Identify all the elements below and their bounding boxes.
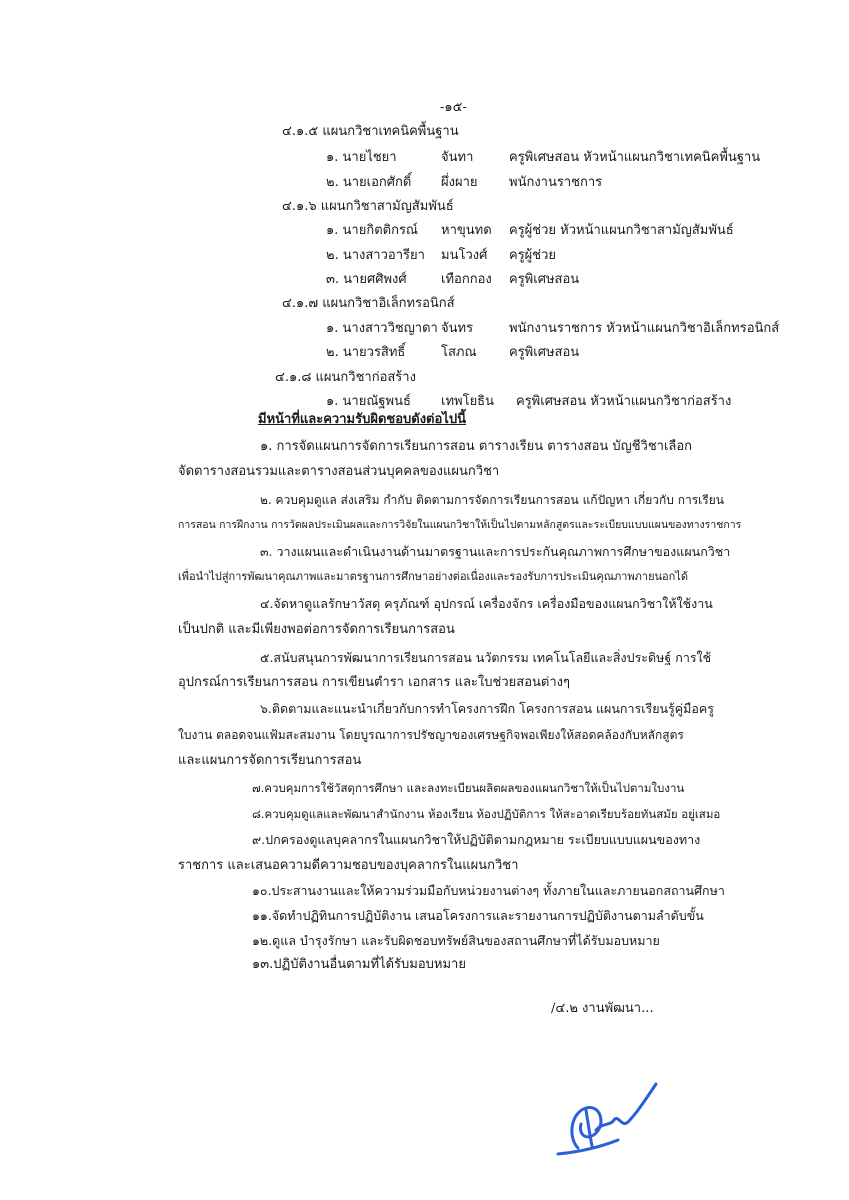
page-number: -๑๕- bbox=[440, 100, 467, 115]
member-surname: จันทร bbox=[441, 321, 474, 336]
duty-item-continued: อุปกรณ์การเรียนการสอน การเขียนตำรา เอกสาร และใบช่วยสอนต่างๆ bbox=[178, 675, 570, 690]
section-heading: ๔.๑.๗ แผนกวิชาอิเล็กทรอนิกส์ bbox=[282, 296, 455, 311]
duty-item: ๗.ควบคุมการใช้วัสดุการศึกษา และลงทะเบียนผลิตผลของแผนกวิชาให้เป็นไปตามใบงาน bbox=[252, 781, 685, 795]
member-role: ครูพิเศษสอน bbox=[509, 345, 580, 360]
duty-item: ๑๓.ปฏิบัติงานอื่นตามที่ได้รับมอบหมาย bbox=[252, 957, 466, 972]
member-name: ๑. นายณัฐพนธ์ bbox=[326, 394, 411, 409]
duty-item-continued: การสอน การฝึกงาน การวัดผลประเมินผลและการวิจัยในแผนกวิชาให้เป็นไปตามหลักสูตรและระเบียบแบบแผนของทางราชการ bbox=[178, 519, 742, 531]
member-role: พนักงานราชการ หัวหน้าแผนกวิชาอิเล็กทรอนิกส์ bbox=[509, 321, 780, 336]
signature-icon bbox=[548, 1078, 668, 1158]
member-role: ครูผู้ช่วย หัวหน้าแผนกวิชาสามัญสัมพันธ์ bbox=[509, 223, 734, 238]
member-role: ครูพิเศษสอน bbox=[509, 272, 580, 287]
duty-item-continued: เป็นปกติ และมีเพียงพอต่อการจัดการเรียนการสอน bbox=[178, 622, 455, 637]
member-name: ๒. นายเอกศักดิ์ bbox=[326, 175, 412, 190]
member-role: พนักงานราชการ bbox=[509, 175, 603, 190]
member-surname: ผึ่งผาย bbox=[441, 175, 478, 190]
section-heading: ๔.๑.๘ แผนกวิชาก่อสร้าง bbox=[275, 370, 416, 385]
duty-item-continued: ราชการ และเสนอความดีความชอบของบุคลากรในแผนกวิชา bbox=[178, 858, 519, 873]
duty-item: ๑๒.ดูแล บำรุงรักษา และรับผิดชอบทรัพย์สินของสถานศึกษาที่ได้รับมอบหมาย bbox=[252, 933, 660, 948]
member-surname: จันทา bbox=[441, 150, 474, 165]
member-name: ๑. นายไชยา bbox=[326, 150, 397, 165]
member-role: ครูพิเศษสอน หัวหน้าแผนกวิชาเทคนิคพื้นฐาน bbox=[509, 150, 761, 165]
section-heading: ๔.๑.๕ แผนกวิชาเทคนิคพื้นฐาน bbox=[282, 124, 459, 139]
member-surname: หาขุนทด bbox=[441, 223, 492, 238]
member-surname: มนโวงศ์ bbox=[441, 248, 488, 263]
duty-item: ๑๑.จัดทำปฏิทินการปฏิบัติงาน เสนอโครงการและรายงานการปฏิบัติงานตามลำดับขั้น bbox=[252, 908, 704, 923]
member-surname: เทือกกอง bbox=[441, 272, 492, 287]
member-name: ๒. นางสาวอารียา bbox=[326, 248, 425, 263]
member-name: ๒. นายวรสิทธิ์ bbox=[326, 345, 406, 360]
duty-item-continued: เพื่อนำไปสู่การพัฒนาคุณภาพและมาตรฐานการศึกษาอย่างต่อเนื่องและรองรับการประเมินคุณภาพภายนอกได้ bbox=[178, 570, 688, 583]
duty-item-continued: ใบงาน ตลอดจนแฟ้มสะสมงาน โดยบูรณาการปรัชญาของเศรษฐกิจพอเพียงให้สอดคล้องกับหลักสูตร bbox=[178, 728, 684, 742]
member-role: ครูผู้ช่วย bbox=[509, 248, 557, 263]
duty-item: ๘.ควบคุมดูแลและพัฒนาสำนักงาน ห้องเรียน ห้องปฏิบัติการ ให้สะอาดเรียบร้อยทันสมัย อยู่เสมอ bbox=[252, 807, 721, 821]
member-name: ๓. นายศศิพงศ์ bbox=[326, 272, 407, 287]
section-heading: ๔.๑.๖ แผนกวิชาสามัญสัมพันธ์ bbox=[282, 199, 454, 214]
duty-item: ๔.จัดหาดูแลรักษาวัสดุ ครุภัณฑ์ อุปกรณ์ เครื่องจักร เครื่องมือของแผนกวิชาให้ใช้งาน bbox=[260, 596, 713, 611]
duty-item: ๖.ติดตามและแนะนำเกี่ยวกับการทำโครงการฝึก โครงการสอน แผนการเรียนรู้คู่มือครู bbox=[260, 701, 714, 716]
duty-item: ๒. ควบคุมดูแล ส่งเสริม กำกับ ติดตามการจัดการเรียนการสอน แก้ปัญหา เกี่ยวกับ การเรียน bbox=[260, 493, 724, 507]
duty-item-continued: จัดตารางสอนรวมและตารางสอนส่วนบุคคลของแผนกวิชา bbox=[178, 464, 500, 479]
duties-heading: มีหน้าที่และความรับผิดชอบดังต่อไปนี้ bbox=[258, 412, 466, 427]
duty-item: ๙.ปกครองดูแลบุคลากรในแผนกวิชาให้ปฏิบัติตามกฎหมาย ระเบียบแบบแผนของทาง bbox=[252, 832, 701, 847]
member-surname: โสภณ bbox=[441, 345, 477, 360]
member-name: ๑. นางสาววิชญาดา bbox=[326, 321, 438, 336]
duty-item: ๕.สนับสนุนการพัฒนาการเรียนการสอน นวัตกรรม เทคโนโลยีและสิ่งประดิษฐ์ การใช้ bbox=[260, 650, 712, 665]
member-name: ๑. นายกิตติกรณ์ bbox=[326, 223, 418, 238]
member-role: ครูพิเศษสอน หัวหน้าแผนกวิชาก่อสร้าง bbox=[516, 394, 732, 409]
continuation-note: /๔.๒ งานพัฒนา... bbox=[551, 1001, 654, 1016]
duty-item: ๓. วางแผนและดำเนินงานด้านมาตรฐานและการประกันคุณภาพการศึกษาของแผนกวิชา bbox=[260, 544, 731, 559]
member-surname: เทพโยธิน bbox=[441, 394, 495, 409]
duty-item: ๑. การจัดแผนการจัดการเรียนการสอน ตารางเรียน ตารางสอน บัญชีวิชาเลือก bbox=[260, 439, 693, 454]
duty-item-continued: และแผนการจัดการเรียนการสอน bbox=[178, 753, 362, 768]
duty-item: ๑๐.ประสานงานและให้ความร่วมมือกับหน่วยงานต่างๆ ทั้งภายในและภายนอกสถานศึกษา bbox=[252, 883, 725, 898]
